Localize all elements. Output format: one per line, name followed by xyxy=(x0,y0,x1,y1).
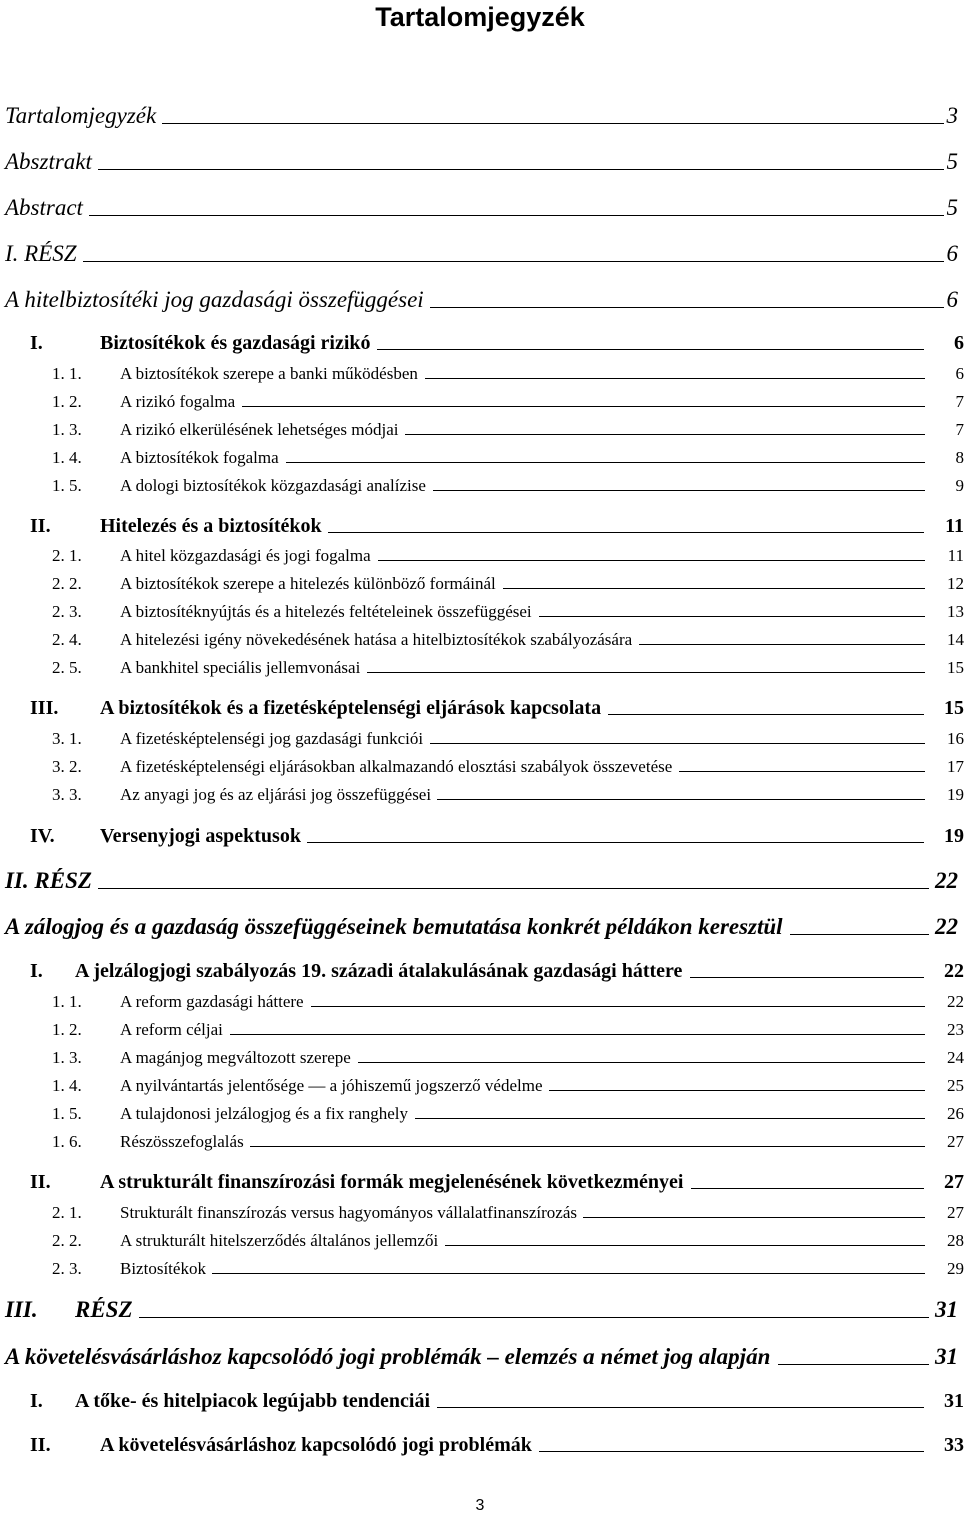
toc-entry-page: 27 xyxy=(947,1203,964,1222)
toc-leader-line xyxy=(778,1364,929,1365)
toc-leader-line xyxy=(212,1273,925,1274)
toc-entry-page: 23 xyxy=(947,1020,964,1039)
toc-entry-page: 13 xyxy=(947,602,964,621)
toc-entry-title: RÉSZ xyxy=(75,1297,133,1322)
toc-entry-number: II. xyxy=(30,1434,51,1456)
toc-entry-number: III. xyxy=(5,1297,38,1322)
toc-entry-number: 2. 5. xyxy=(52,658,82,677)
toc-entry-number: II. xyxy=(30,515,51,537)
toc-entry-title: A strukturált finanszírozási formák megjelenésének következményei xyxy=(100,1171,684,1193)
toc-entry-number: III. xyxy=(30,697,59,719)
toc-entry[interactable] xyxy=(0,1116,964,1151)
toc-entry-page: 6 xyxy=(954,332,964,354)
toc-entry-title: A magánjog megváltozott szerepe xyxy=(120,1048,351,1067)
toc-entry-title: II. RÉSZ xyxy=(5,868,92,893)
toc-entry[interactable] xyxy=(0,460,964,495)
toc-entry-number: 2. 2. xyxy=(52,574,82,593)
toc-entry-page: 22 xyxy=(947,992,964,1011)
toc-entry-page: 9 xyxy=(955,476,964,495)
toc-leader-line xyxy=(437,799,925,800)
toc-entry-title: A reform gazdasági háttere xyxy=(120,992,304,1011)
toc-entry-page: 31 xyxy=(935,1297,958,1322)
page-number: 3 xyxy=(475,1497,485,1514)
toc-entry-page: 14 xyxy=(947,630,964,649)
toc-entry-page: 31 xyxy=(944,1390,964,1412)
toc-entry-title: A dologi biztosítékok közgazdasági analízise xyxy=(120,476,426,495)
toc-entry-page: 29 xyxy=(947,1259,964,1278)
toc-leader-line xyxy=(250,1146,925,1147)
toc-leader-line xyxy=(367,672,925,673)
toc-entry[interactable] xyxy=(0,231,960,265)
toc-entry-title: A zálogjog és a gazdaság összefüggéseinek bemutatása konkrét példákon keresztül xyxy=(5,914,783,939)
toc-entry-title: Biztosítékok és gazdasági rizikó xyxy=(100,332,371,354)
toc-entry-page: 22 xyxy=(935,868,958,893)
toc-entry-title: Absztrakt xyxy=(5,149,92,174)
toc-entry-title: A tőke- és hitelpiacok legújabb tendenciái xyxy=(75,1390,431,1412)
toc-entry-page: 16 xyxy=(947,729,964,748)
toc-entry-title: A hitelbiztosítéki jog gazdasági összefüggései xyxy=(5,287,424,312)
toc-entry-number: 1. 5. xyxy=(52,1104,82,1123)
toc-entry-title: A hitelezési igény növekedésének hatása a hitelbiztosítékok szabályozására xyxy=(120,630,633,649)
toc-entry[interactable] xyxy=(0,642,964,677)
toc-entry-page: 7 xyxy=(955,420,964,439)
toc-entry-page: 24 xyxy=(947,1048,964,1067)
toc-entry-title: Tartalomjegyzék xyxy=(5,103,157,128)
toc-entry-page: 26 xyxy=(947,1104,964,1123)
toc-leader-line xyxy=(539,1451,924,1452)
toc-entry-title: A hitel közgazdasági és jogi fogalma xyxy=(120,546,371,565)
toc-entry-title: Hitelezés és a biztosítékok xyxy=(100,515,322,537)
toc-leader-line xyxy=(83,261,944,262)
toc-entry-page: 6 xyxy=(946,287,958,312)
toc-entry[interactable] xyxy=(0,93,960,127)
toc-leader-line xyxy=(98,888,929,889)
toc-entry-number: 1. 5. xyxy=(52,476,82,495)
toc-leader-line xyxy=(162,123,944,124)
toc-entry-number: 1. 4. xyxy=(52,448,82,467)
toc-entry-title: A biztosítékok szerepe a banki működésben xyxy=(120,364,418,383)
toc-entry-page: 27 xyxy=(944,1171,964,1193)
toc-entry-page: 15 xyxy=(947,658,964,677)
toc-entry-number: II. xyxy=(30,1171,51,1193)
toc-entry[interactable] xyxy=(0,858,960,892)
toc-entry-title: A jelzálogjogi szabályozás 19. századi átalakulásának gazdasági háttere xyxy=(75,960,683,982)
toc-leader-line xyxy=(437,1407,924,1408)
toc-entry[interactable] xyxy=(0,1334,960,1368)
toc-entry-page: 6 xyxy=(955,364,964,383)
toc-leader-line xyxy=(89,215,944,216)
toc-entry-number: 1. 3. xyxy=(52,1048,82,1067)
toc-entry-title: Strukturált finanszírozás versus hagyományos vállalatfinanszírozás xyxy=(120,1203,577,1222)
toc-entry[interactable] xyxy=(0,139,960,173)
toc-entry-number: 1. 1. xyxy=(52,992,82,1011)
toc-leader-line xyxy=(307,842,924,843)
toc-entry-title: A fizetésképtelenségi eljárásokban alkalmazandó elosztási szabályok összevetése xyxy=(120,757,673,776)
toc-entry-page: 11 xyxy=(945,515,964,537)
toc-entry-title: I. RÉSZ xyxy=(5,241,77,266)
toc-entry-title: A reform céljai xyxy=(120,1020,223,1039)
toc-entry-page: 27 xyxy=(947,1132,964,1151)
toc-entry-number: 3. 1. xyxy=(52,729,82,748)
toc-entry-page: 33 xyxy=(944,1434,964,1456)
toc-leader-line xyxy=(98,169,944,170)
toc-entry[interactable] xyxy=(0,812,964,847)
toc-entry-page: 22 xyxy=(944,960,964,982)
toc-entry-number: 2. 2. xyxy=(52,1231,82,1250)
toc-entry-number: 2. 4. xyxy=(52,630,82,649)
toc-entry[interactable] xyxy=(0,769,964,804)
toc-entry-title: A biztosítékok fogalma xyxy=(120,448,279,467)
toc-entry-title: A bankhitel speciális jellemvonásai xyxy=(120,658,361,677)
toc-entry-title: Abstract xyxy=(5,195,83,220)
toc-entry-page: 17 xyxy=(947,757,964,776)
toc-entry-page: 12 xyxy=(947,574,964,593)
toc-entry-title: Versenyjogi aspektusok xyxy=(100,825,301,847)
toc-entry-number: I. xyxy=(30,332,43,354)
toc-entry-page: 11 xyxy=(947,546,964,565)
toc-entry-number: 1. 6. xyxy=(52,1132,82,1151)
toc-leader-line xyxy=(139,1317,929,1318)
toc-entry-title: A biztosítéknyújtás és a hitelezés feltételeinek összefüggései xyxy=(120,602,532,621)
toc-entry-number: 3. 3. xyxy=(52,785,82,804)
toc-entry-page: 3 xyxy=(946,103,958,128)
toc-entry[interactable] xyxy=(0,904,960,938)
toc-entry-title: A követelésvásárláshoz kapcsolódó jogi problémák – elemzés a német jog alapján xyxy=(5,1344,771,1369)
toc-entry-number: 2. 1. xyxy=(52,546,82,565)
toc-leader-line xyxy=(790,934,929,935)
toc-entry[interactable] xyxy=(0,1421,964,1456)
toc-entry-page: 5 xyxy=(946,149,958,174)
toc-entry-number: 1. 2. xyxy=(52,1020,82,1039)
toc-entry-page: 19 xyxy=(947,785,964,804)
toc-entry-page: 7 xyxy=(955,392,964,411)
toc-leader-line xyxy=(433,490,925,491)
toc-entry-title: Biztosítékok xyxy=(120,1259,206,1278)
toc-entry-page: 6 xyxy=(946,241,958,266)
toc-entry-number: 1. 3. xyxy=(52,420,82,439)
toc-entry[interactable] xyxy=(0,1377,964,1412)
toc-entry[interactable] xyxy=(0,185,960,219)
toc-entry-title: Az anyagi jog és az eljárási jog összefüggései xyxy=(120,785,432,804)
toc-entry[interactable] xyxy=(0,277,960,311)
toc-entry-number: 1. 2. xyxy=(52,392,82,411)
toc-entry-title: A követelésvásárláshoz kapcsolódó jogi problémák xyxy=(100,1434,532,1456)
toc-entry-title: A nyilvántartás jelentősége — a jóhiszemű jogszerző védelme xyxy=(120,1076,543,1095)
toc-entry-number: 2. 1. xyxy=(52,1203,82,1222)
toc-entry-number: IV. xyxy=(30,825,55,847)
toc-entry-page: 15 xyxy=(944,697,964,719)
toc-entry-title: A fizetésképtelenségi jog gazdasági funkciói xyxy=(120,729,424,748)
toc-entry-title: A tulajdonosi jelzálogjog és a fix ranghely xyxy=(120,1104,408,1123)
toc-entry-page: 22 xyxy=(935,914,958,939)
toc-entry-title: A rizikó fogalma xyxy=(120,392,236,411)
toc-entry-number: I. xyxy=(30,960,43,982)
toc-entry-title: A biztosítékok és a fizetésképtelenségi eljárások kapcsolata xyxy=(100,697,602,719)
toc-entry[interactable] xyxy=(0,1243,964,1278)
toc-entry[interactable] xyxy=(0,1287,960,1321)
page-title: Tartalomjegyzék xyxy=(375,2,585,32)
toc-entry-number: 3. 2. xyxy=(52,757,82,776)
toc-entry-number: 2. 3. xyxy=(52,1259,82,1278)
toc-entry-number: I. xyxy=(30,1390,43,1412)
toc-entry-title: A strukturált hitelszerződés általános jellemzői xyxy=(120,1231,439,1250)
toc-entry-page: 8 xyxy=(955,448,964,467)
toc-entry-title: A rizikó elkerülésének lehetséges módjai xyxy=(120,420,399,439)
toc-entry-number: 2. 3. xyxy=(52,602,82,621)
toc-entry-page: 5 xyxy=(946,195,958,220)
toc-entry-title: Részösszefoglalás xyxy=(120,1132,244,1151)
toc-entry-page: 25 xyxy=(947,1076,964,1095)
toc-leader-line xyxy=(430,307,944,308)
toc-entry-page: 31 xyxy=(935,1344,958,1369)
toc-entry-page: 28 xyxy=(947,1231,964,1250)
toc-entry-page: 19 xyxy=(944,825,964,847)
toc-entry-number: 1. 4. xyxy=(52,1076,82,1095)
toc-entry-number: 1. 1. xyxy=(52,364,82,383)
toc-entry-title: A biztosítékok szerepe a hitelezés különböző formáinál xyxy=(120,574,496,593)
